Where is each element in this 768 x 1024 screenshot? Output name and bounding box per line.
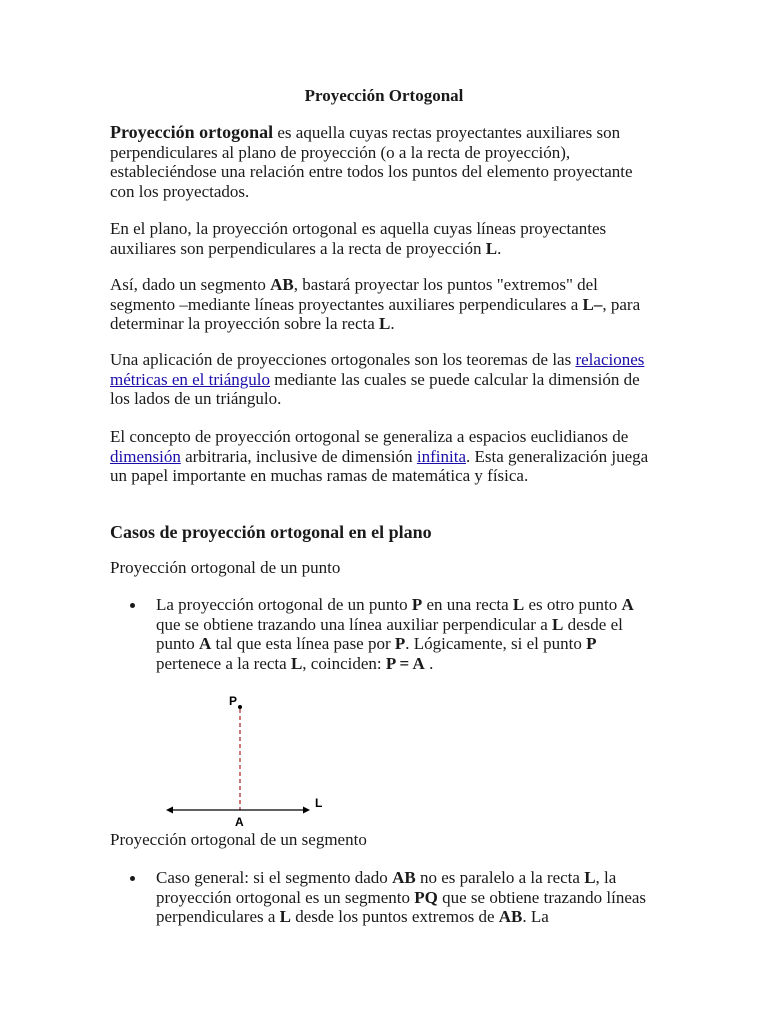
point-p [238, 705, 242, 709]
label-a: A [235, 815, 244, 828]
link-dimension[interactable]: dimensión [110, 446, 181, 466]
label-p: P [229, 694, 238, 708]
lead-term: Proyección ortogonal [110, 122, 274, 142]
bullet-list-segment [110, 868, 658, 927]
list-item: Caso general: si el segmento dado AB no es paralelo a la recta L, la proyección ortogonal es un segmento PQ que se obtiene trazando líneas perpendiculares a L desde los puntos extremos de AB. La [110, 868, 658, 927]
arrow-left-icon [166, 807, 173, 814]
subheading-segment: Proyección ortogonal de un segmento [110, 830, 367, 849]
label-l: L [315, 796, 323, 810]
section-heading: Casos de proyección ortogonal en el plano [110, 522, 432, 542]
list-item: La proyección ortogonal de un punto P en una recta L es otro punto A que se obtiene trazando una línea auxiliar perpendicular a L desde el punto A tal que esta línea pase por P. Lógicamente, si el punto P pertenece a la recta L, coinciden: P = A . [110, 595, 658, 673]
subheading-point: Proyección ortogonal de un punto [110, 558, 341, 577]
paragraph-definition: Proyección ortogonal es aquella cuyas rectas proyectantes auxiliares son perpendiculares al plano de proyección (o a la recta de proyección), estableciéndose una relación entre todos los puntos del elemento proyectante con los proyectados. [110, 122, 633, 201]
paragraph-segment: Así, dado un segmento AB, bastará proyectar los puntos "extremos" del segmento –mediante líneas proyectantes auxiliares perpendiculares a L–, para determinar la proyección sobre la recta L. [110, 275, 641, 334]
bullet-icon [130, 603, 135, 608]
link-relaciones-metricas[interactable]: relaciones métricas en el triángulo [110, 350, 645, 389]
paragraph-application: Una aplicación de proyecciones ortogonales son los teoremas de las relaciones métricas en el triángulo mediante las cuales se puede calcular la dimensión de los lados de un triángulo. [110, 350, 645, 409]
link-infinita[interactable]: infinita [416, 446, 466, 466]
document-title: Proyección Ortogonal [304, 86, 464, 105]
paragraph-plane: En el plano, la proyección ortogonal es aquella cuyas líneas proyectantes auxiliares son perpendiculares a la recta de proyección L. [110, 219, 607, 258]
arrow-right-icon [303, 807, 310, 814]
paragraph-generalization: El concepto de proyección ortogonal se generaliza a espacios euclidianos de dimensión arbitraria, inclusive de dimensión infinita. Esta generalización juega un papel importante en muchas ramas de matemática y física. [110, 427, 649, 486]
projection-diagram [160, 686, 340, 828]
bullet-icon [130, 876, 135, 881]
bullet-list-point [110, 595, 658, 673]
